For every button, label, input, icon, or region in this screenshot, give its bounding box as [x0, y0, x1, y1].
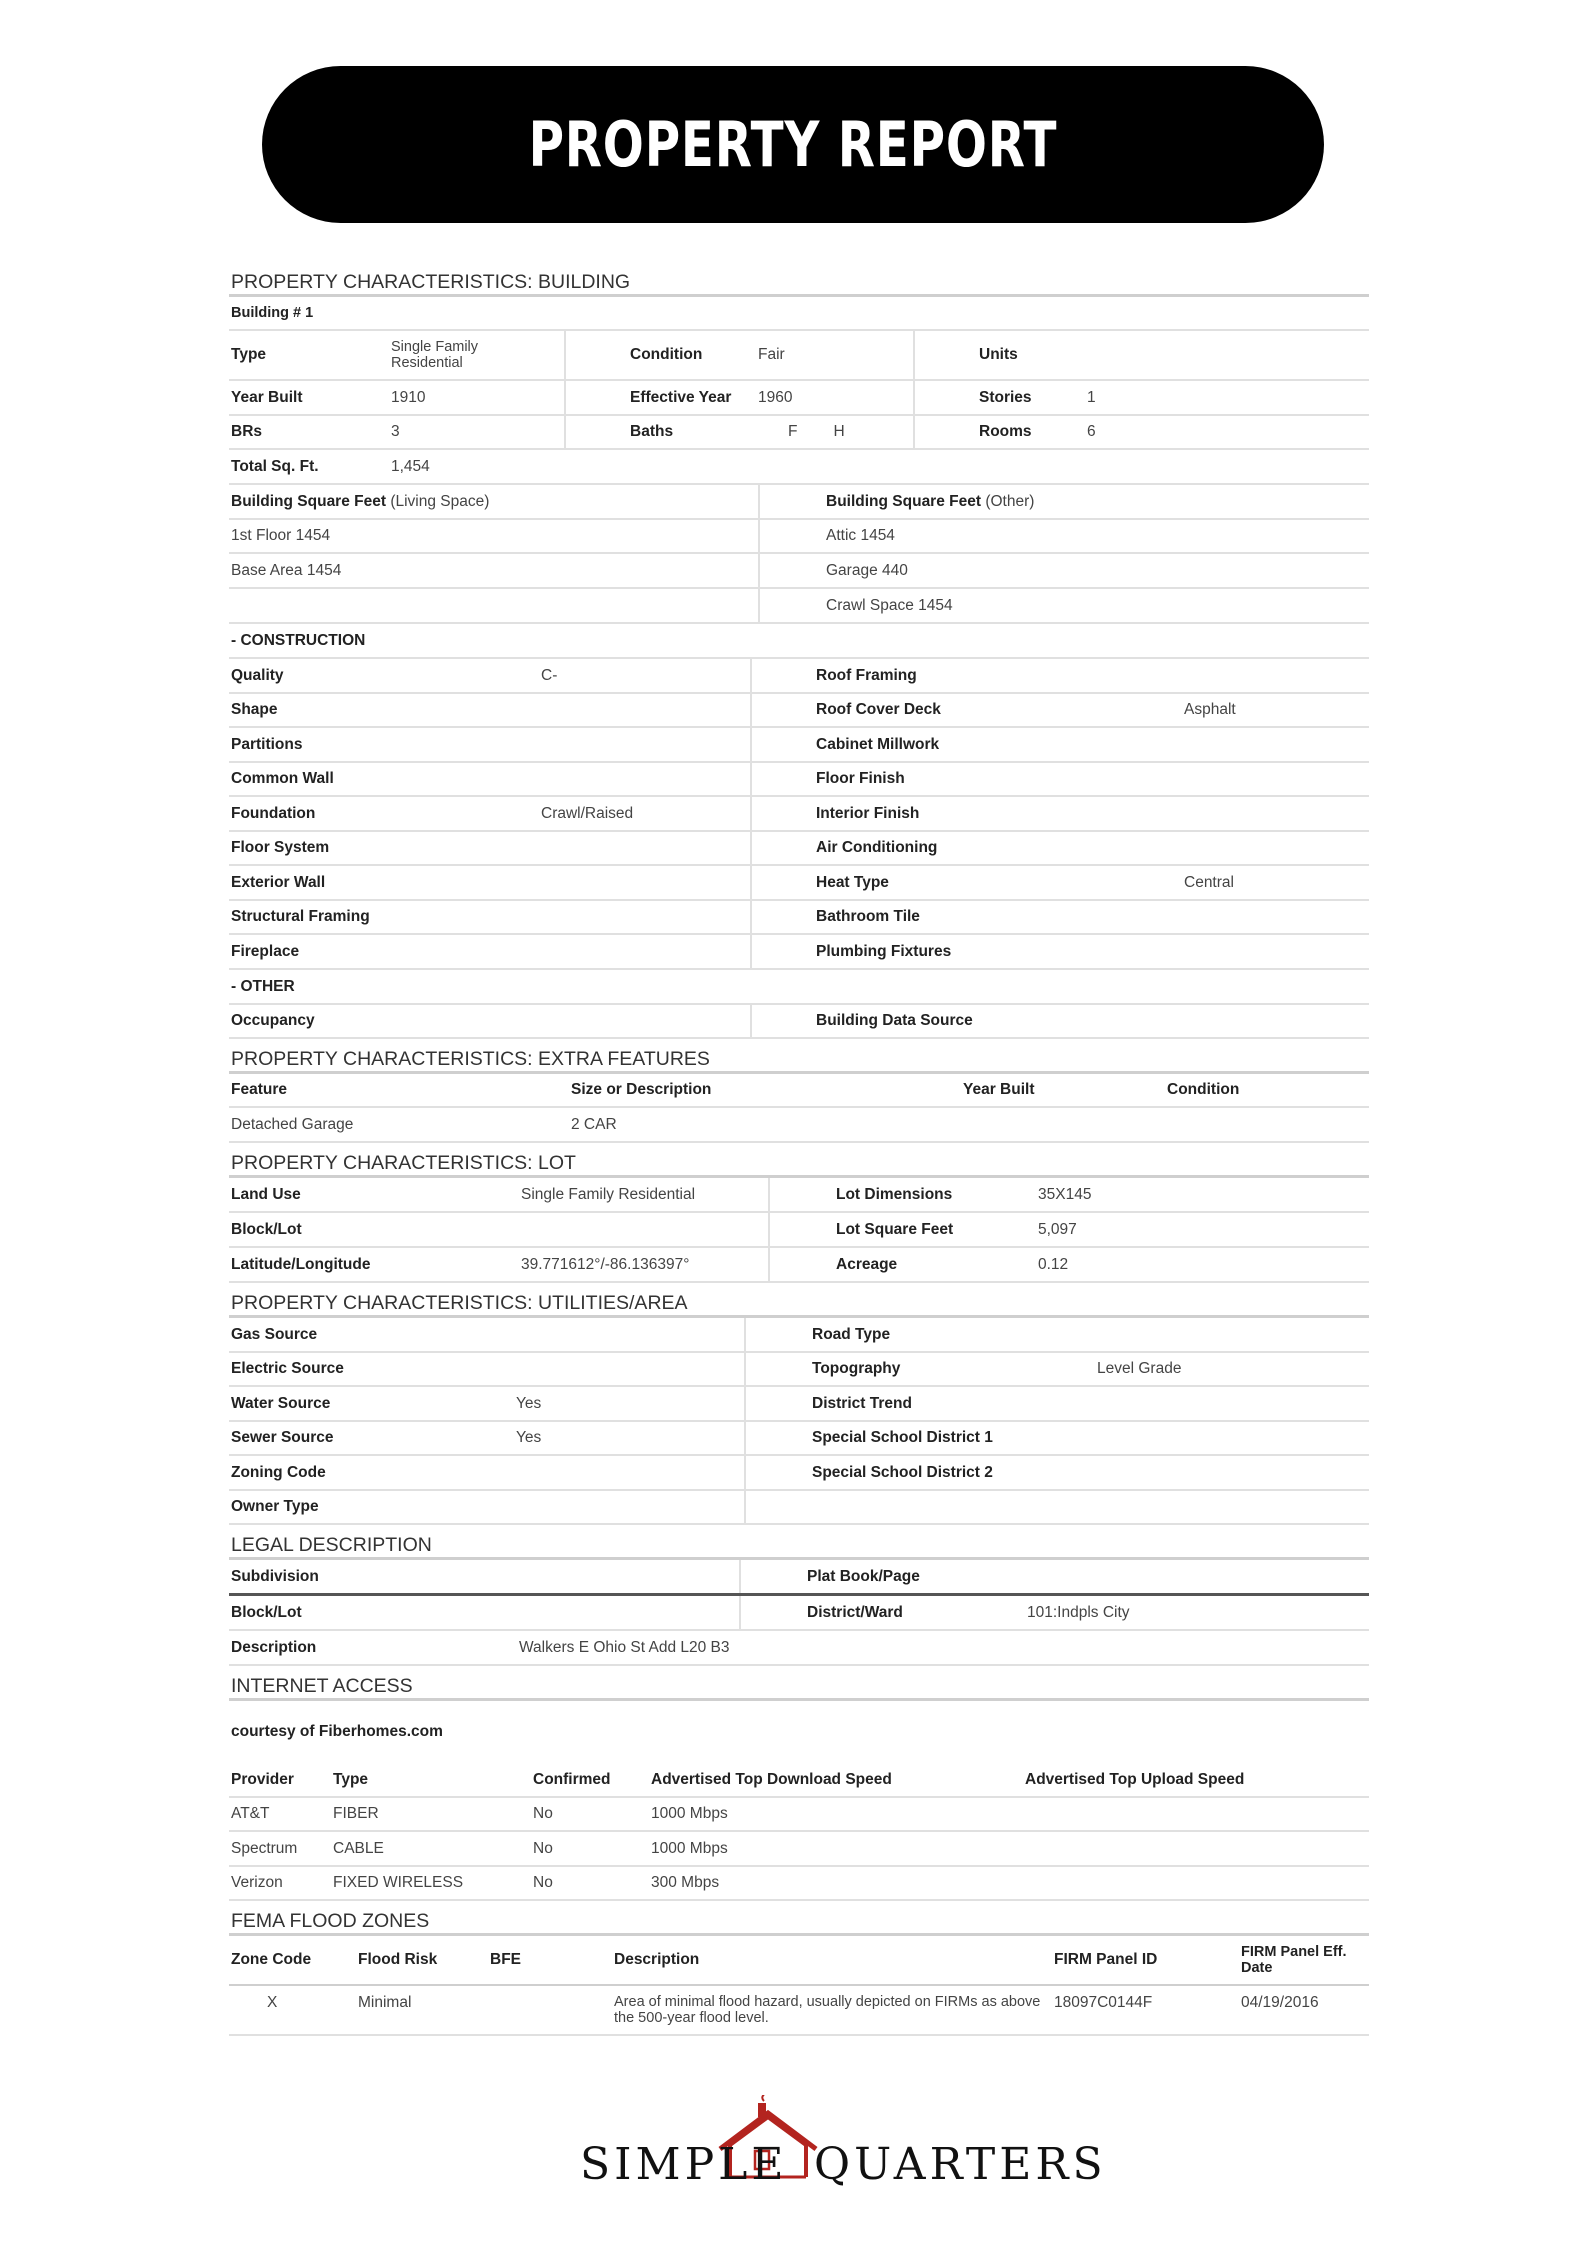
legal-subdivision-row [229, 1560, 1369, 1596]
construction-value [1182, 763, 1184, 795]
construction-value [539, 866, 752, 899]
utilities-value: Yes [514, 1387, 746, 1420]
internet-courtesy: courtesy of Fiberhomes.com [231, 1723, 443, 1740]
stories-label: Stories [979, 388, 1032, 406]
living-item: Base Area 1454 [229, 554, 760, 587]
construction-label: Plumbing Fixtures [816, 942, 952, 960]
lot-label: Acreage [836, 1255, 898, 1273]
fema-header-row [229, 1936, 1369, 1986]
fema-header-zone: Zone Code [231, 1951, 312, 1968]
construction-label: Exterior Wall [231, 873, 326, 891]
section-internet-title: INTERNET ACCESS [229, 1666, 1369, 1701]
utilities-value [1095, 1456, 1097, 1489]
utilities-value [514, 1491, 746, 1523]
construction-value [1182, 728, 1184, 761]
construction-row [229, 728, 1369, 763]
construction-table [229, 659, 1369, 970]
internet-cell: Verizon [231, 1874, 283, 1891]
fema-description: Area of minimal flood hazard, usually depicted on FIRMs as above the 500-year flood level. [614, 1994, 1041, 2026]
internet-header-download: Advertised Top Download Speed [651, 1770, 892, 1788]
construction-label: Foundation [231, 804, 316, 822]
construction-value [539, 694, 752, 726]
internet-row [229, 1832, 1369, 1867]
building-data-source-label: Building Data Source [816, 1012, 973, 1029]
construction-label: Quality [231, 666, 284, 684]
sqft-headers-row [229, 485, 1369, 520]
other-header-row [229, 970, 1369, 1005]
construction-label: Roof Cover Deck [816, 701, 941, 718]
utilities-row [229, 1387, 1369, 1422]
lot-row [229, 1178, 1369, 1213]
type-label: Type [231, 346, 267, 363]
internet-header-type: Type [333, 1770, 369, 1788]
utilities-label: Special School District 2 [812, 1463, 993, 1481]
construction-row [229, 694, 1369, 728]
year-built-row [229, 381, 1369, 416]
construction-row [229, 832, 1369, 866]
internet-cell: No [533, 1874, 553, 1891]
construction-value [1182, 901, 1184, 933]
lot-label: Block/Lot [231, 1220, 302, 1238]
lot-value: 35X145 [1038, 1185, 1092, 1203]
construction-row [229, 901, 1369, 935]
extra-header-size: Size or Description [571, 1081, 712, 1098]
internet-cell: Spectrum [231, 1839, 298, 1857]
section-extra-title: PROPERTY CHARACTERISTICS: EXTRA FEATURES [229, 1039, 1369, 1074]
construction-label: Floor System [231, 839, 330, 856]
extra-header-year: Year Built [963, 1081, 1035, 1098]
effective-year-value: 1960 [756, 381, 915, 414]
simple-quarters-logo [580, 2095, 1107, 2205]
construction-label: - CONSTRUCTION [231, 631, 366, 649]
internet-cell: AT&T [231, 1805, 270, 1822]
baths-full: F [788, 423, 798, 440]
construction-label: Roof Framing [816, 666, 917, 684]
construction-value [1182, 935, 1184, 968]
construction-label: Floor Finish [816, 770, 905, 787]
baths-value [756, 416, 915, 448]
baths-half: H [833, 423, 845, 440]
units-label: Units [979, 346, 1018, 363]
legal-description-value: Walkers E Ohio St Add L20 B3 [519, 1638, 730, 1656]
utilities-value [1095, 1491, 1097, 1523]
year-built-label: Year Built [231, 388, 303, 406]
utilities-value [514, 1353, 746, 1385]
internet-cell: 300 Mbps [651, 1874, 720, 1891]
internet-header-confirmed: Confirmed [533, 1770, 611, 1788]
construction-label: Common Wall [231, 770, 334, 787]
section-lot-title: PROPERTY CHARACTERISTICS: LOT [229, 1143, 1369, 1178]
living-item [229, 589, 760, 622]
district-value: 101:Indpls City [1027, 1603, 1130, 1621]
lot-value: 5,097 [1038, 1220, 1077, 1238]
construction-value [539, 832, 752, 864]
fema-row [229, 1986, 1369, 2036]
construction-label: Structural Framing [231, 908, 370, 925]
utilities-label: District Trend [812, 1394, 912, 1412]
internet-cell [1023, 1798, 1025, 1830]
section-fema-title: FEMA FLOOD ZONES [229, 1901, 1369, 1936]
stories-value: 1 [1087, 388, 1096, 406]
other-item: Attic 1454 [826, 527, 895, 544]
lot-label: Lot Square Feet [836, 1220, 954, 1238]
lot-label: Land Use [231, 1185, 301, 1203]
internet-cell [1023, 1832, 1025, 1865]
extra-header-row [229, 1074, 1369, 1108]
utilities-value [1095, 1318, 1097, 1351]
logo-text-left: SIMPLE [580, 2139, 788, 2190]
fema-panel-id: 18097C0144F [1054, 1994, 1153, 2011]
utilities-row [229, 1491, 1369, 1525]
lot-value [519, 1213, 770, 1246]
construction-value [539, 935, 752, 968]
legal-description-label: Description [231, 1638, 317, 1656]
sqft-item-row [229, 589, 1369, 624]
legal-blocklot-label: Block/Lot [229, 1596, 741, 1629]
extra-size: 2 CAR [571, 1115, 617, 1133]
utilities-label: Water Source [231, 1394, 331, 1412]
utilities-value [1095, 1387, 1097, 1420]
utilities-row [229, 1456, 1369, 1491]
construction-row [229, 797, 1369, 832]
utilities-row [229, 1318, 1369, 1353]
utilities-value [1095, 1422, 1097, 1454]
extra-condition [1165, 1108, 1167, 1141]
sqft-item-row [229, 520, 1369, 554]
building-number: Building # 1 [231, 305, 314, 321]
brs-row [229, 416, 1369, 450]
internet-cell [1023, 1867, 1025, 1899]
construction-label: Heat Type [816, 873, 889, 891]
utilities-label: Owner Type [231, 1498, 319, 1515]
construction-label: Partitions [231, 735, 303, 753]
construction-value [539, 901, 752, 933]
logo-text-right: QUARTERS [814, 2139, 1107, 2190]
lot-row [229, 1248, 1369, 1283]
lot-value: 0.12 [1038, 1255, 1069, 1273]
construction-row [229, 866, 1369, 901]
rooms-label: Rooms [979, 423, 1032, 440]
construction-label: Fireplace [231, 942, 300, 960]
internet-cell: FIBER [333, 1805, 379, 1822]
utilities-label: Electric Source [231, 1360, 344, 1377]
section-building-title: PROPERTY CHARACTERISTICS: BUILDING [229, 262, 1369, 297]
brs-label: BRs [231, 423, 263, 440]
construction-label: Air Conditioning [816, 839, 938, 856]
section-legal-title: LEGAL DESCRIPTION [229, 1525, 1369, 1560]
effective-year-label: Effective Year [630, 388, 732, 406]
plat-label: Plat Book/Page [807, 1567, 920, 1585]
building-type-row [229, 331, 1369, 381]
construction-value [1182, 797, 1184, 830]
other-section-label: - OTHER [231, 977, 295, 995]
internet-cell: 1000 Mbps [651, 1805, 728, 1822]
internet-header-upload: Advertised Top Upload Speed [1025, 1770, 1245, 1788]
fema-header-panel-date: FIRM Panel Eff. Date [1241, 1944, 1347, 1976]
living-space-header: Building Square Feet (Living Space) [229, 485, 760, 518]
utilities-value: Level Grade [1097, 1360, 1182, 1377]
lot-table [229, 1178, 1369, 1283]
brs-value: 3 [389, 416, 566, 448]
utilities-label: Zoning Code [231, 1463, 326, 1481]
utilities-row [229, 1422, 1369, 1456]
lot-value: 39.771612°/-86.136397° [519, 1248, 770, 1281]
utilities-value: Yes [514, 1422, 746, 1454]
fema-zone: X [267, 1994, 278, 2011]
utilities-label: Road Type [812, 1325, 891, 1343]
internet-row [229, 1867, 1369, 1901]
lot-label: Lot Dimensions [836, 1185, 953, 1203]
utilities-label: Topography [812, 1360, 901, 1377]
sqft-row [229, 450, 1369, 485]
utilities-value [514, 1456, 746, 1489]
subdivision-label: Subdivision [229, 1560, 741, 1593]
internet-cell: FIXED WIRELESS [333, 1874, 464, 1891]
fema-header-risk: Flood Risk [358, 1951, 438, 1968]
total-sqft-value: 1,454 [391, 457, 430, 475]
total-sqft-label: Total Sq. Ft. [231, 457, 319, 475]
construction-value: C- [539, 659, 752, 692]
extra-year [961, 1108, 1165, 1141]
internet-table [229, 1798, 1369, 1901]
construction-row [229, 659, 1369, 694]
condition-label: Condition [630, 346, 703, 363]
fema-risk: Minimal [358, 1994, 412, 2011]
extra-row [229, 1108, 1369, 1143]
construction-row [229, 935, 1369, 970]
fema-header-panel-id: FIRM Panel ID [1054, 1951, 1158, 1968]
construction-row [229, 763, 1369, 797]
year-built-value: 1910 [389, 381, 566, 414]
construction-label: Shape [231, 701, 278, 718]
occupancy-label: Occupancy [229, 1005, 752, 1037]
internet-cell: CABLE [333, 1839, 384, 1857]
other-item: Garage 440 [826, 561, 908, 579]
internet-cell: 1000 Mbps [651, 1839, 728, 1857]
fema-bfe [488, 1986, 612, 2034]
extra-header-feature: Feature [231, 1081, 287, 1098]
section-utilities-title: PROPERTY CHARACTERISTICS: UTILITIES/AREA [229, 1283, 1369, 1318]
lot-label: Latitude/Longitude [231, 1255, 371, 1273]
extra-header-condition: Condition [1167, 1081, 1240, 1098]
construction-value [1182, 659, 1184, 692]
internet-cell: No [533, 1839, 553, 1857]
construction-label: Cabinet Millwork [816, 735, 940, 753]
construction-label: Bathroom Tile [816, 908, 920, 925]
other-space-header: Building Square Feet (Other) [826, 492, 1035, 510]
fema-header-description: Description [614, 1951, 700, 1968]
sqft-item-row [229, 554, 1369, 589]
building-number-row [229, 297, 1369, 331]
lot-row [229, 1213, 1369, 1248]
utilities-label: Special School District 1 [812, 1429, 993, 1446]
utilities-table [229, 1318, 1369, 1525]
construction-header-row [229, 624, 1369, 659]
utilities-label: Gas Source [231, 1325, 318, 1343]
fema-header-bfe: BFE [490, 1951, 521, 1968]
legal-description-row [229, 1631, 1369, 1666]
construction-value: Crawl/Raised [539, 797, 752, 830]
extra-feature: Detached Garage [231, 1115, 354, 1133]
utilities-row [229, 1353, 1369, 1387]
page-title: PROPERTY REPORT [528, 108, 1058, 181]
condition-value: Fair [756, 331, 915, 379]
utilities-label: Sewer Source [231, 1429, 334, 1446]
construction-value: Asphalt [1184, 701, 1236, 718]
legal-blocklot-row [229, 1596, 1369, 1631]
district-label: District/Ward [807, 1603, 903, 1621]
rooms-value: 6 [1087, 423, 1096, 440]
report-body [229, 262, 1369, 2036]
internet-header-provider: Provider [231, 1770, 294, 1788]
construction-label: Interior Finish [816, 804, 920, 822]
other-item: Crawl Space 1454 [826, 596, 953, 614]
type-value: Single Family Residential [389, 331, 566, 379]
utilities-label [746, 1491, 1095, 1523]
baths-label: Baths [630, 423, 674, 440]
internet-header-row [229, 1763, 1369, 1798]
construction-value [539, 728, 752, 761]
title-banner [262, 66, 1324, 223]
internet-row [229, 1798, 1369, 1832]
internet-cell: No [533, 1805, 553, 1822]
construction-value [539, 763, 752, 795]
lot-value: Single Family Residential [519, 1178, 770, 1211]
occupancy-row [229, 1005, 1369, 1039]
fema-panel-date: 04/19/2016 [1241, 1994, 1319, 2011]
construction-value [1182, 832, 1184, 864]
construction-value: Central [1184, 873, 1234, 891]
living-item: 1st Floor 1454 [229, 520, 760, 552]
utilities-value [514, 1318, 746, 1351]
